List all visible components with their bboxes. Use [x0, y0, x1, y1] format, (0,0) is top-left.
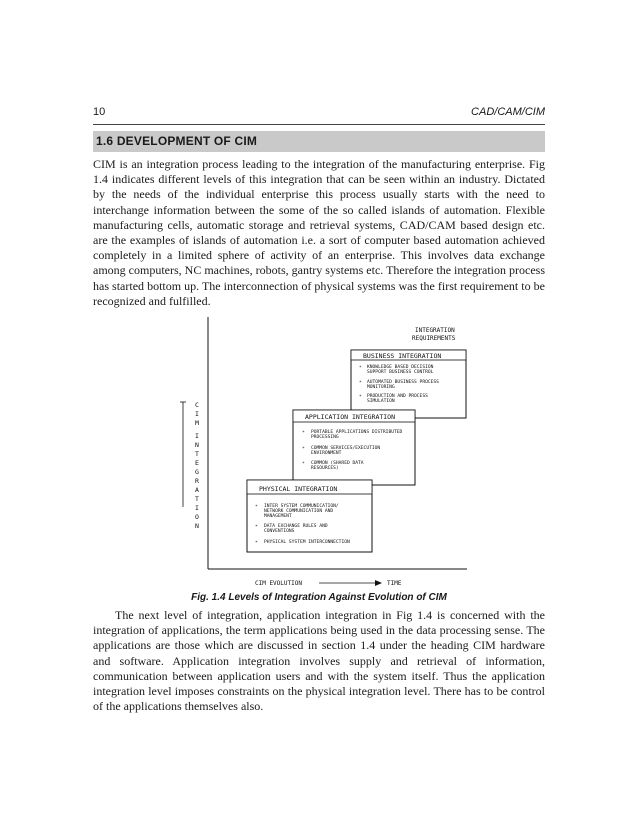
body-paragraph-1: CIM is an integration process leading to the integration of the manufacturing enterprise. Fig 1.4 indicates different levels of this integration that can be seen within an industry. Dictated by the needs of the individual enterprise this process usually starts with the need to interchange information between the some of the so called islands of automation. Flexible manufacturing cells, automatic storage and retrieval systems, CAD/CAM based design etc. are the examples of islands of automation i.e. a sort of computer based automation achieved completely in a limited sphere of activity of an enterprise. This involves data exchange among computers, NC machines, robots, gantry systems etc. Therefore the integration process has started bottom up. The interconnection of physical systems was the first requirement to be recognized and fulfilled. [93, 157, 545, 308]
integration-requirements-label-2: REQUIREMENTS [412, 335, 456, 342]
section-title: 1.6 DEVELOPMENT OF CIM [96, 134, 258, 148]
business-integration-items: * KNOWLEDGE BASED DECISION SUPPORT BUSINESS CONTROL * AUTOMATED BUSINESS PROCESS MONITORING * PRODUCTION AND PROCESS SIMULATION [359, 365, 439, 404]
time-label: TIME [387, 580, 402, 587]
y-axis-label: C I M I N T E G R A T I O N [195, 401, 199, 530]
section-heading-band [93, 131, 545, 152]
page-number: 10 [93, 106, 106, 118]
cim-evolution-label: CIM EVOLUTION [255, 580, 302, 587]
running-title: CAD/CAM/CIM [471, 106, 545, 118]
figure-cim-levels [175, 317, 475, 592]
application-integration-items: * PORTABLE APPLICATIONS DISTRIBUTED PROCESSING * COMMON SERVICES/EXECUTION ENVIRONMENT * COMMON (SHARED DATA RESOURCES) [302, 430, 403, 471]
running-header [93, 106, 545, 122]
figure-caption: Fig. 1.4 Levels of Integration Against Evolution of CIM [191, 592, 447, 603]
figure-diagram [175, 317, 475, 592]
application-integration-title: APPLICATION INTEGRATION [305, 413, 396, 421]
integration-requirements-label-1: INTEGRATION [415, 327, 455, 334]
body-paragraph-2: The next level of integration, application integration in Fig 1.4 is concerned with the integration of applications, the term applications being used in the data processing sense. The applications are those which are discussed in section 1.4 under the heading CIM hardware and software. Application integration involves supply and retrieval of information, communication between application users and with the system itself. Thus the application integration level imposes constraints on the physical integration level. There has to be control of the applications themselves also. [93, 608, 545, 714]
physical-integration-title: PHYSICAL INTEGRATION [259, 485, 338, 493]
business-integration-title: BUSINESS INTEGRATION [363, 352, 442, 360]
physical-integration-items: * INTER SYSTEM COMMUNICATION/ NETWORK COMMUNICATION AND MANAGEMENT * DATA EXCHANGE RULES AND CONVENTIONS * PHYSICAL SYSTEM INTERCONNECTION [255, 504, 350, 546]
time-arrow-head [375, 580, 382, 586]
header-rule [93, 124, 545, 125]
